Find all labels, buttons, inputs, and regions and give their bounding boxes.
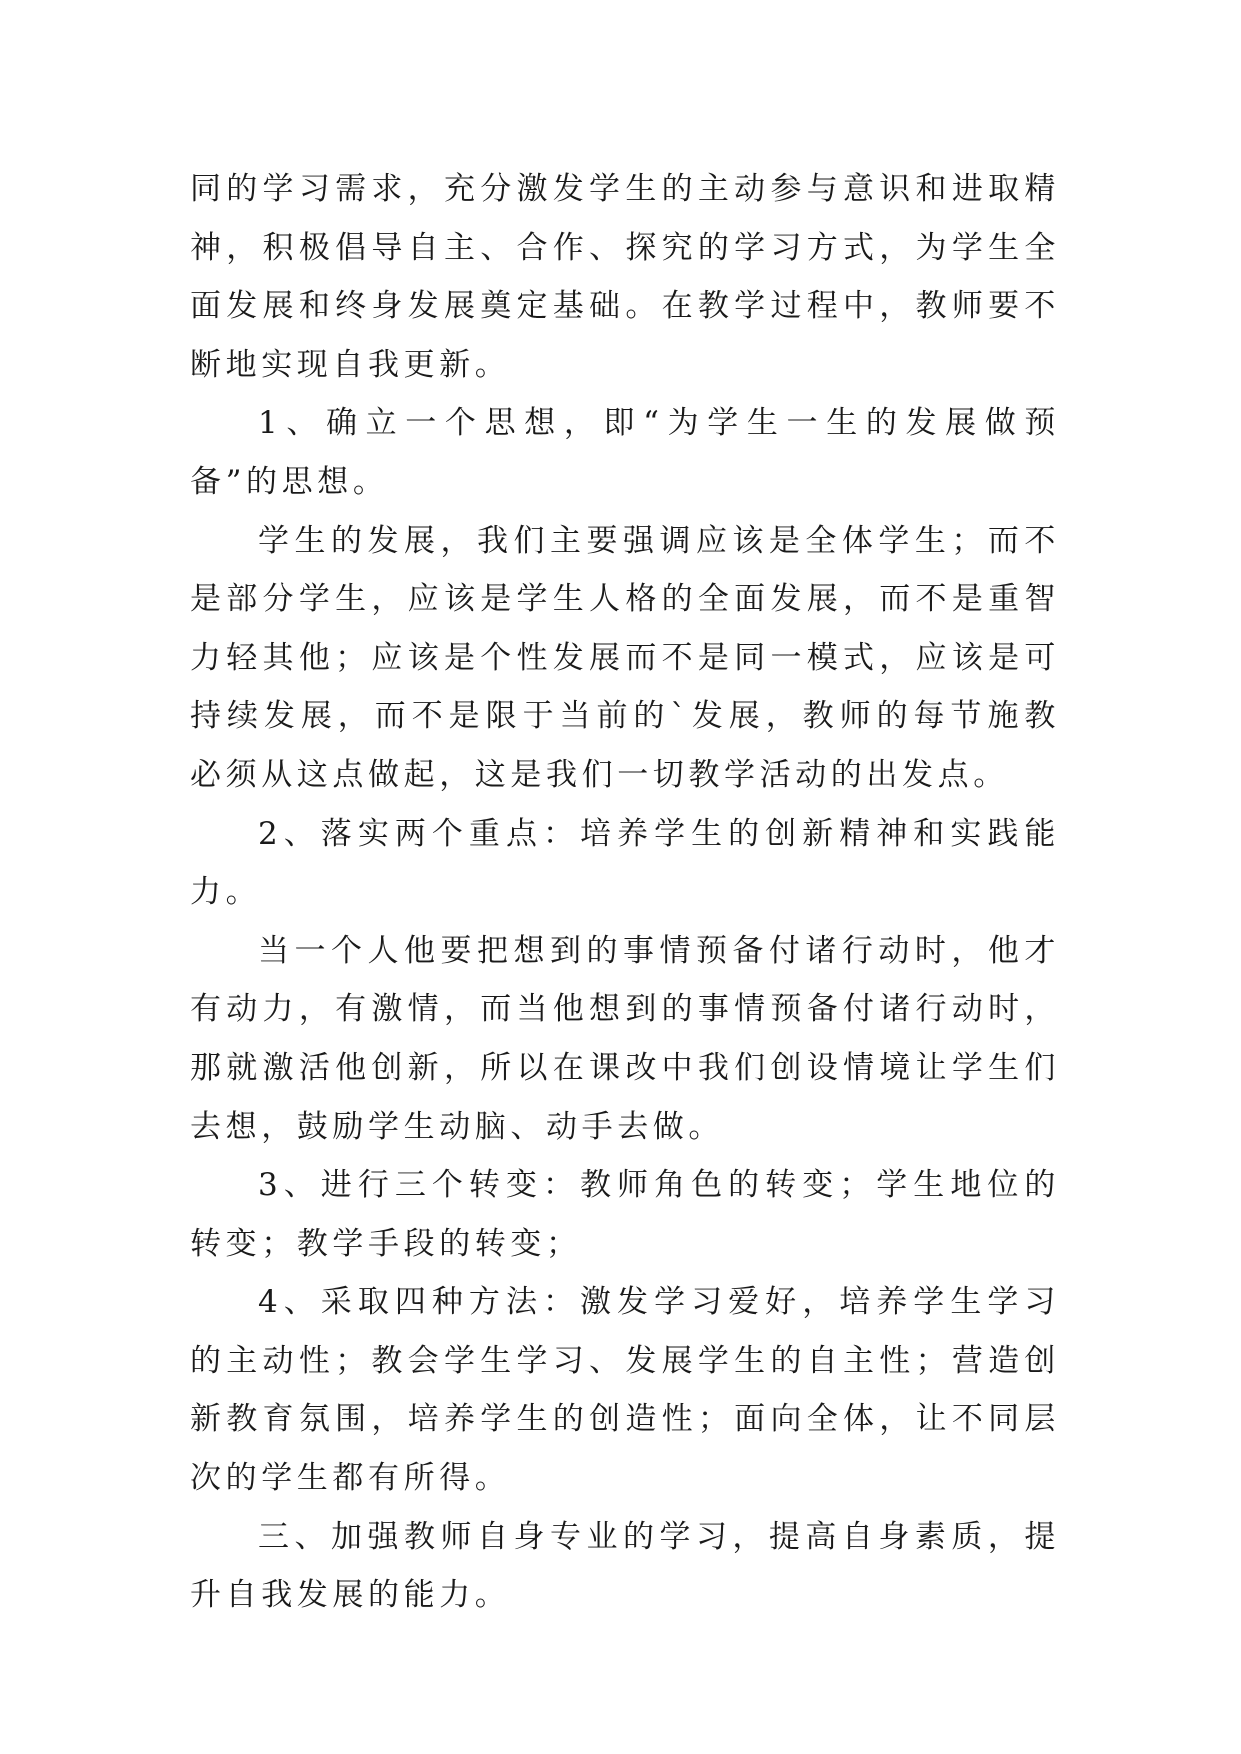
document-page — [190, 160, 1060, 1625]
paragraph-2: 1、确立一个思想，即“为学生一生的发展做预备”的思想。 — [190, 405, 1060, 500]
paragraph-6: 3、进行三个转变：教师角色的转变；学生地位的转变；教学手段的转变； — [190, 1167, 1060, 1262]
paragraph-1: 同的学习需求，充分激发学生的主动参与意识和进取精神，积极倡导自主、合作、探究的学习方式，为学生全面发展和终身发展奠定基础。在教学过程中，教师要不断地实现自我更新。 — [190, 171, 1060, 383]
paragraph-7: 4、采取四种方法：激发学习爱好，培养学生学习的主动性；教会学生学习、发展学生的自主性；营造创新教育氛围，培养学生的创造性；面向全体，让不同层次的学生都有所得。 — [190, 1284, 1060, 1497]
paragraph-3: 学生的发展，我们主要强调应该是全体学生；而不是部分学生，应该是学生人格的全面发展，而不是重智力轻其他；应该是个性发展而不是同一模式，应该是可持续发展，而不是限于当前的`发展，教师的每节施教必须从这点做起，这是我们一切教学活动的出发点。 — [190, 522, 1060, 793]
paragraph-8: 三、加强教师自身专业的学习，提高自身素质，提升自我发展的能力。 — [190, 1518, 1060, 1614]
paragraph-5: 当一个人他要把想到的事情预备付诸行动时，他才有动力，有激情，而当他想到的事情预备付诸行动时，那就激活他创新，所以在课改中我们创设情境让学生们去想，鼓励学生动脑、动手去做。 — [190, 932, 1060, 1145]
paragraph-4: 2、落实两个重点：培养学生的创新精神和实践能力。 — [190, 815, 1060, 911]
